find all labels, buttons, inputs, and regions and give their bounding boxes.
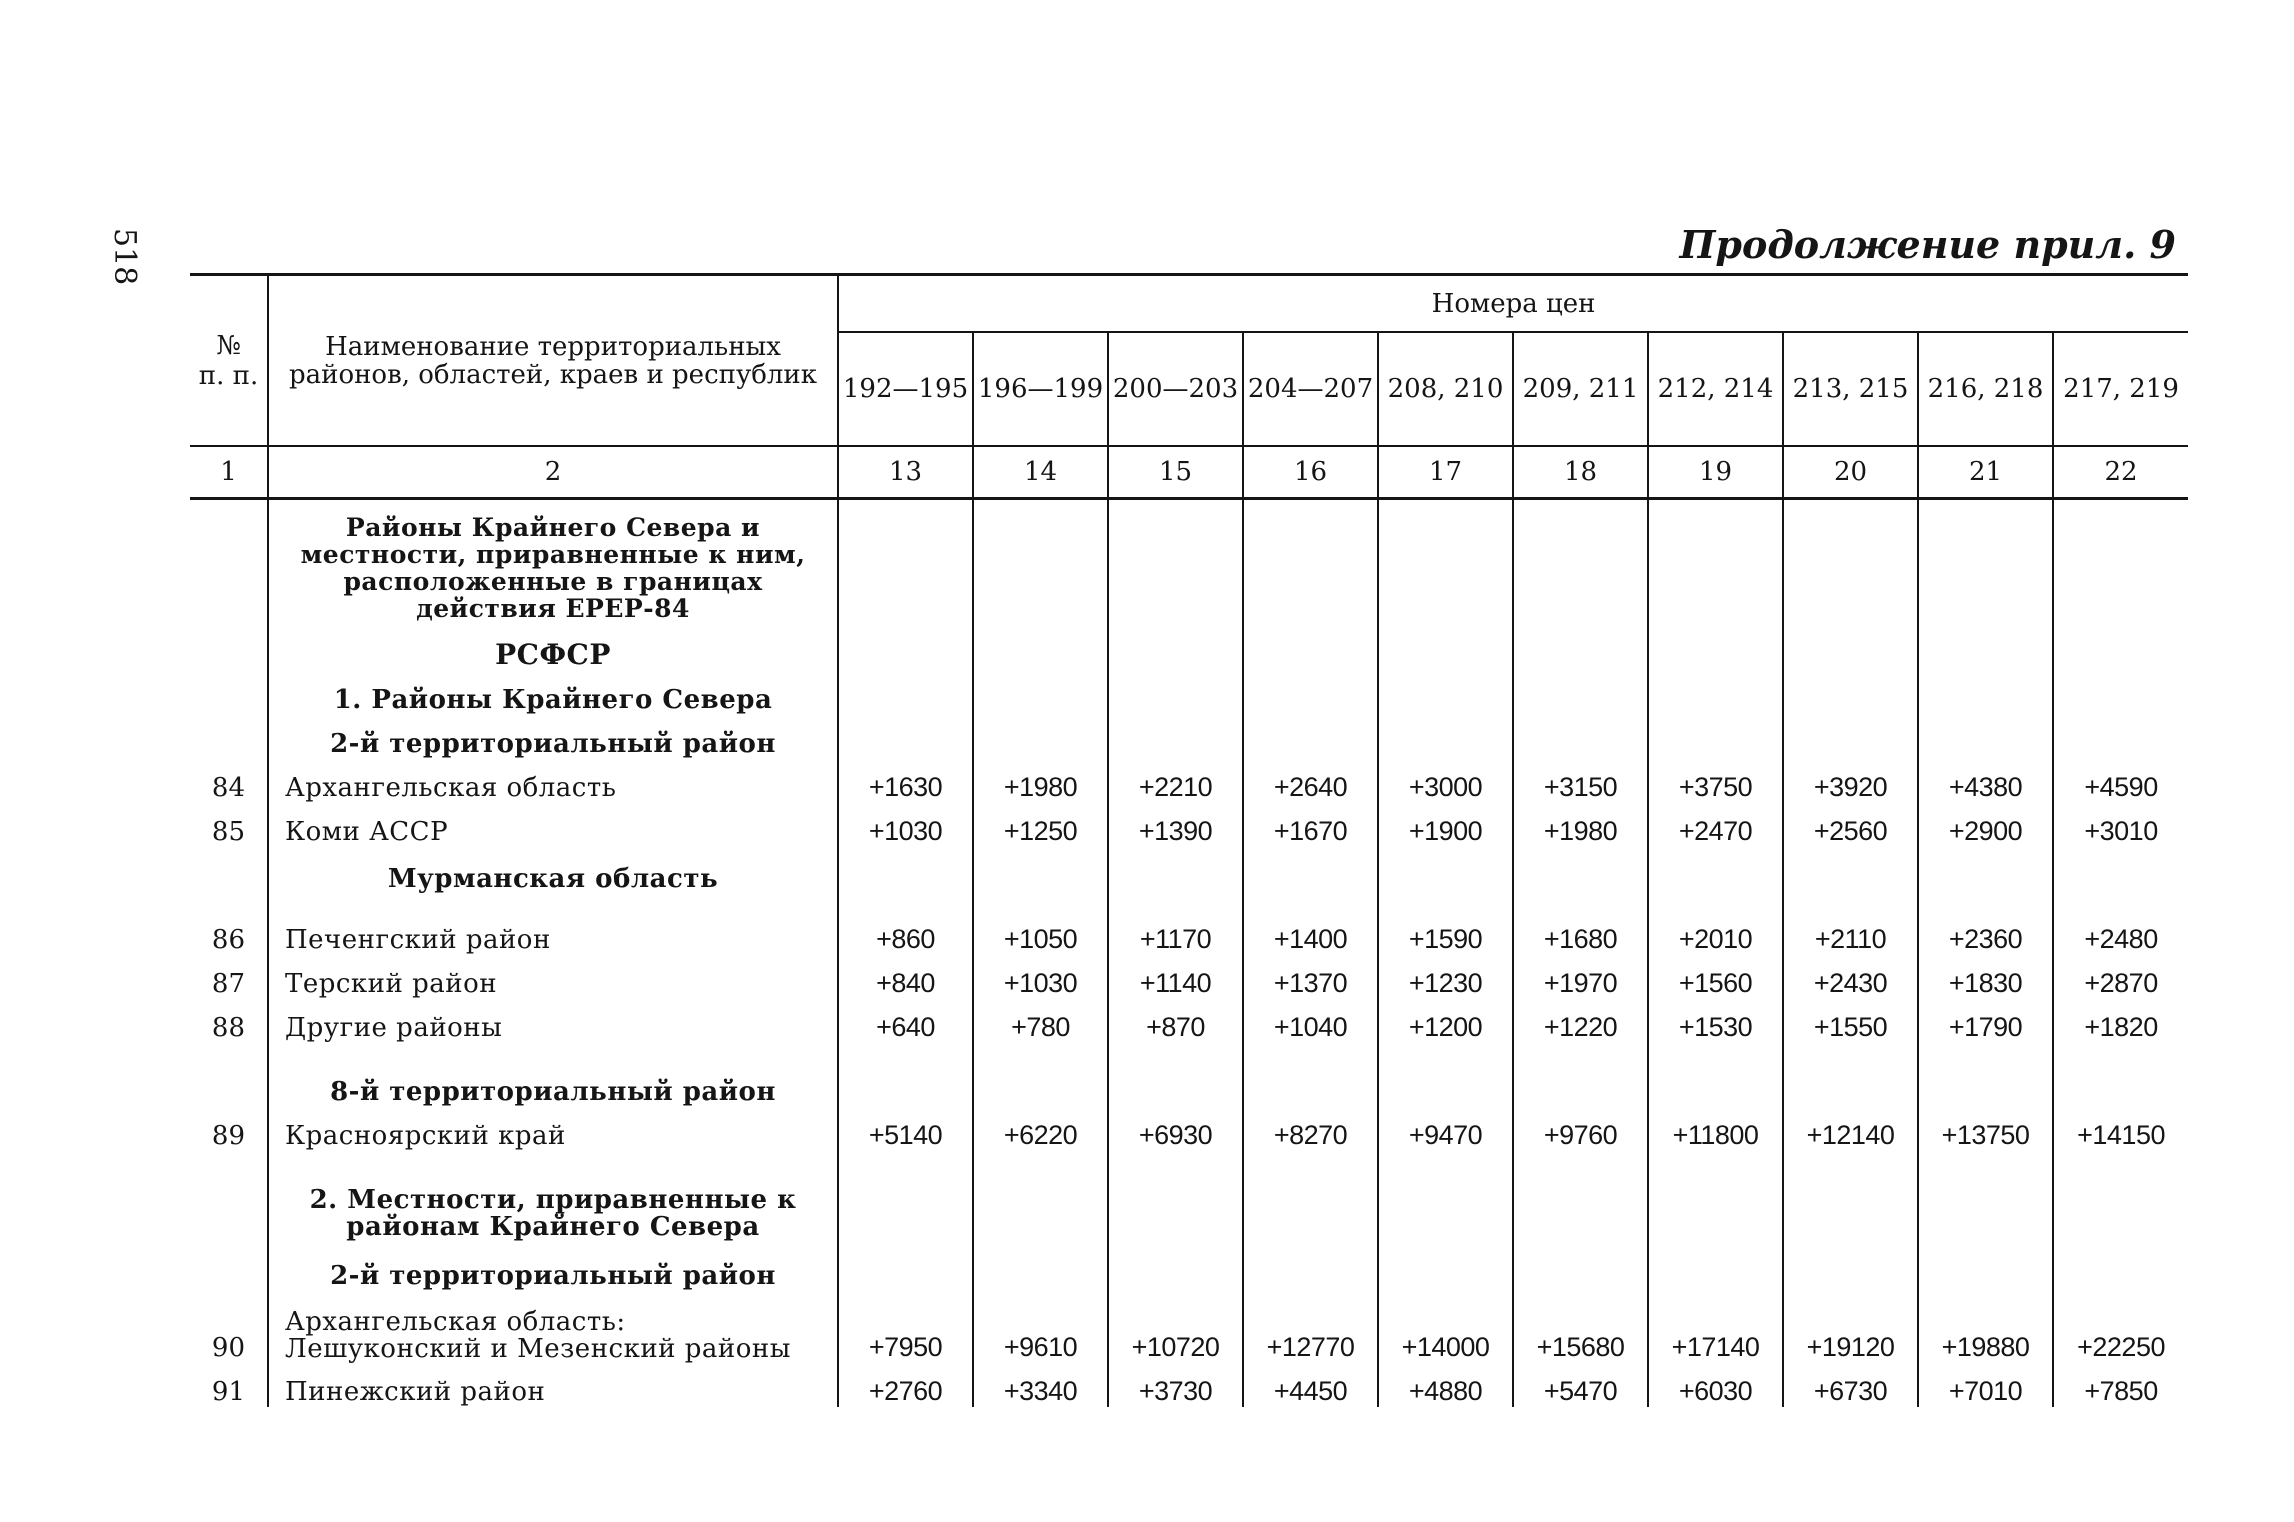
price-cell: +2870 xyxy=(2053,955,2188,999)
heading-district-2b xyxy=(190,1247,2188,1291)
header-column-number: 17 xyxy=(1378,446,1513,499)
price-cell: +3150 xyxy=(1513,759,1648,803)
price-cell: +2640 xyxy=(1243,759,1378,803)
header-price-col: 212, 214 xyxy=(1648,332,1783,446)
price-cell: +840 xyxy=(838,955,973,999)
header-column-number: 14 xyxy=(973,446,1108,499)
price-cell: +1220 xyxy=(1513,999,1648,1043)
price-cell: +1900 xyxy=(1378,803,1513,847)
price-cell: +2760 xyxy=(838,1363,973,1407)
price-cell: +22250 xyxy=(2053,1291,2188,1363)
heading-district-2a-text: 2-й территориальный район xyxy=(268,715,838,759)
price-cell: +6930 xyxy=(1108,1107,1243,1151)
header-price-col: 209, 211 xyxy=(1513,332,1648,446)
price-cell: +2360 xyxy=(1918,911,2053,955)
price-cell: +11800 xyxy=(1648,1107,1783,1151)
price-cell: +1680 xyxy=(1513,911,1648,955)
header-num: № п. п. xyxy=(190,275,268,447)
price-cell: +1250 xyxy=(973,803,1108,847)
price-cell: +9760 xyxy=(1513,1107,1648,1151)
price-cell: +4880 xyxy=(1378,1363,1513,1407)
price-cell: +3340 xyxy=(973,1363,1108,1407)
page-number: 518 xyxy=(107,228,142,286)
price-cell: +3000 xyxy=(1378,759,1513,803)
heading-murmansk-text: Мурманская область xyxy=(268,847,838,911)
price-cell: +1830 xyxy=(1918,955,2053,999)
price-cell: +1030 xyxy=(973,955,1108,999)
header-name: Наименование территориальных районов, областей, краев и республик xyxy=(268,275,838,447)
header-column-number: 15 xyxy=(1108,446,1243,499)
header-price-col: 216, 218 xyxy=(1918,332,2053,446)
row-number: 85 xyxy=(211,816,245,847)
row-name-line1: Архангельская область: xyxy=(285,1306,626,1337)
price-cell: +1590 xyxy=(1378,911,1513,955)
price-cell: +7010 xyxy=(1918,1363,2053,1407)
row-number: 89 xyxy=(211,1120,245,1151)
price-cell: +1140 xyxy=(1108,955,1243,999)
price-cell: +6220 xyxy=(973,1107,1108,1151)
header-column-number: 22 xyxy=(2053,446,2188,499)
header-column-number: 18 xyxy=(1513,446,1648,499)
row-number: 86 xyxy=(211,924,245,955)
price-cell: +1550 xyxy=(1783,999,1918,1043)
header-price-col: 213, 215 xyxy=(1783,332,1918,446)
price-cell: +1030 xyxy=(838,803,973,847)
price-cell: +3010 xyxy=(2053,803,2188,847)
row-name: Печенгский район xyxy=(268,911,838,955)
heading-rsfsr-text: РСФСР xyxy=(268,627,838,671)
row-name: Красноярский край xyxy=(268,1107,838,1151)
price-cell: +3730 xyxy=(1108,1363,1243,1407)
price-cell: +2210 xyxy=(1108,759,1243,803)
row-name: Терский район xyxy=(268,955,838,999)
header-column-number: 21 xyxy=(1918,446,2053,499)
heading-region-text: Районы Крайнего Севера и местности, приравненные к ним, расположенные в границах действия ЕРЕР-84 xyxy=(268,499,838,627)
header-column-number: 2 xyxy=(268,446,838,499)
price-cell: +15680 xyxy=(1513,1291,1648,1363)
price-cell: +14150 xyxy=(2053,1107,2188,1151)
price-cell: +19120 xyxy=(1783,1291,1918,1363)
row-name-line2: Лешуконский и Мезенский районы xyxy=(285,1333,791,1364)
heading-murmansk xyxy=(190,847,2188,911)
row-number: 90 xyxy=(211,1332,245,1363)
price-cell: +13750 xyxy=(1918,1107,2053,1151)
price-cell: +1980 xyxy=(973,759,1108,803)
table-row xyxy=(190,999,2188,1043)
price-cell: +1390 xyxy=(1108,803,1243,847)
heading-section-1-text: 1. Районы Крайнего Севера xyxy=(268,671,838,715)
heading-district-8-text: 8-й территориальный район xyxy=(268,1043,838,1107)
table-row xyxy=(190,1107,2188,1151)
price-cell: +3750 xyxy=(1648,759,1783,803)
price-cell: +2110 xyxy=(1783,911,1918,955)
header-column-number: 20 xyxy=(1783,446,1918,499)
table-row xyxy=(190,955,2188,999)
price-cell: +2560 xyxy=(1783,803,1918,847)
price-cell: +2480 xyxy=(2053,911,2188,955)
price-table-grid xyxy=(190,273,2188,1407)
row-name: Коми АССР xyxy=(268,803,838,847)
header-column-number: 1 xyxy=(190,446,268,499)
header-price-col: 208, 210 xyxy=(1378,332,1513,446)
price-cell: +1370 xyxy=(1243,955,1378,999)
header-price-col: 200—203 xyxy=(1108,332,1243,446)
price-cell: +2470 xyxy=(1648,803,1783,847)
price-cell: +6730 xyxy=(1783,1363,1918,1407)
price-cell: +2010 xyxy=(1648,911,1783,955)
price-cell: +1530 xyxy=(1648,999,1783,1043)
row-name xyxy=(268,1291,838,1363)
header-price-col: 204—207 xyxy=(1243,332,1378,446)
price-cell: +1820 xyxy=(2053,999,2188,1043)
price-cell: +1400 xyxy=(1243,911,1378,955)
price-cell: +3920 xyxy=(1783,759,1918,803)
row-number: 84 xyxy=(211,772,245,803)
price-cell: +4590 xyxy=(2053,759,2188,803)
price-cell: +860 xyxy=(838,911,973,955)
price-cell: +780 xyxy=(973,999,1108,1043)
price-cell: +2430 xyxy=(1783,955,1918,999)
price-cell: +1630 xyxy=(838,759,973,803)
heading-region xyxy=(190,499,2188,627)
price-cell: +2900 xyxy=(1918,803,2053,847)
price-cell: +5140 xyxy=(838,1107,973,1151)
price-cell: +6030 xyxy=(1648,1363,1783,1407)
row-name: Архангельская область xyxy=(268,759,838,803)
continuation-title: Продолжение прил. 9 xyxy=(1679,222,2176,267)
table-row xyxy=(190,911,2188,955)
price-cell: +1980 xyxy=(1513,803,1648,847)
heading-section-2 xyxy=(190,1151,2188,1247)
price-cell: +12770 xyxy=(1243,1291,1378,1363)
price-cell: +640 xyxy=(838,999,973,1043)
row-number: 87 xyxy=(211,968,245,999)
row-number: 88 xyxy=(211,1012,245,1043)
price-cell: +14000 xyxy=(1378,1291,1513,1363)
row-name: Пинежский район xyxy=(268,1363,838,1407)
table-row xyxy=(190,1291,2188,1363)
table-row xyxy=(190,759,2188,803)
price-cell: +1230 xyxy=(1378,955,1513,999)
table-row xyxy=(190,1363,2188,1407)
header-column-number: 13 xyxy=(838,446,973,499)
price-cell: +12140 xyxy=(1783,1107,1918,1151)
price-cell: +9610 xyxy=(973,1291,1108,1363)
heading-district-2a xyxy=(190,715,2188,759)
price-cell: +870 xyxy=(1108,999,1243,1043)
header-column-number: 16 xyxy=(1243,446,1378,499)
table-row xyxy=(190,803,2188,847)
price-table xyxy=(190,273,2188,1407)
price-cell: +10720 xyxy=(1108,1291,1243,1363)
price-cell: +19880 xyxy=(1918,1291,2053,1363)
price-cell: +5470 xyxy=(1513,1363,1648,1407)
price-cell: +1050 xyxy=(973,911,1108,955)
price-cell: +1200 xyxy=(1378,999,1513,1043)
heading-section-1 xyxy=(190,671,2188,715)
header-column-number: 19 xyxy=(1648,446,1783,499)
price-cell: +4380 xyxy=(1918,759,2053,803)
price-cell: +1790 xyxy=(1918,999,2053,1043)
header-price-numbers: Номера цен xyxy=(838,275,2188,333)
price-cell: +7850 xyxy=(2053,1363,2188,1407)
heading-rsfsr xyxy=(190,627,2188,671)
heading-district-8 xyxy=(190,1043,2188,1107)
price-cell: +1170 xyxy=(1108,911,1243,955)
price-cell: +9470 xyxy=(1378,1107,1513,1151)
header-price-col: 196—199 xyxy=(973,332,1108,446)
price-cell: +1560 xyxy=(1648,955,1783,999)
price-cell: +4450 xyxy=(1243,1363,1378,1407)
price-cell: +8270 xyxy=(1243,1107,1378,1151)
heading-section-2-text: 2. Местности, приравненные к районам Крайнего Севера xyxy=(268,1151,838,1247)
price-cell: +17140 xyxy=(1648,1291,1783,1363)
price-cell: +1970 xyxy=(1513,955,1648,999)
price-cell: +7950 xyxy=(838,1291,973,1363)
header-price-col: 192—195 xyxy=(838,332,973,446)
price-cell: +1040 xyxy=(1243,999,1378,1043)
row-name: Другие районы xyxy=(268,999,838,1043)
row-number: 91 xyxy=(211,1376,245,1407)
price-cell: +1670 xyxy=(1243,803,1378,847)
heading-district-2b-text: 2-й территориальный район xyxy=(268,1247,838,1291)
header-price-col: 217, 219 xyxy=(2053,332,2188,446)
